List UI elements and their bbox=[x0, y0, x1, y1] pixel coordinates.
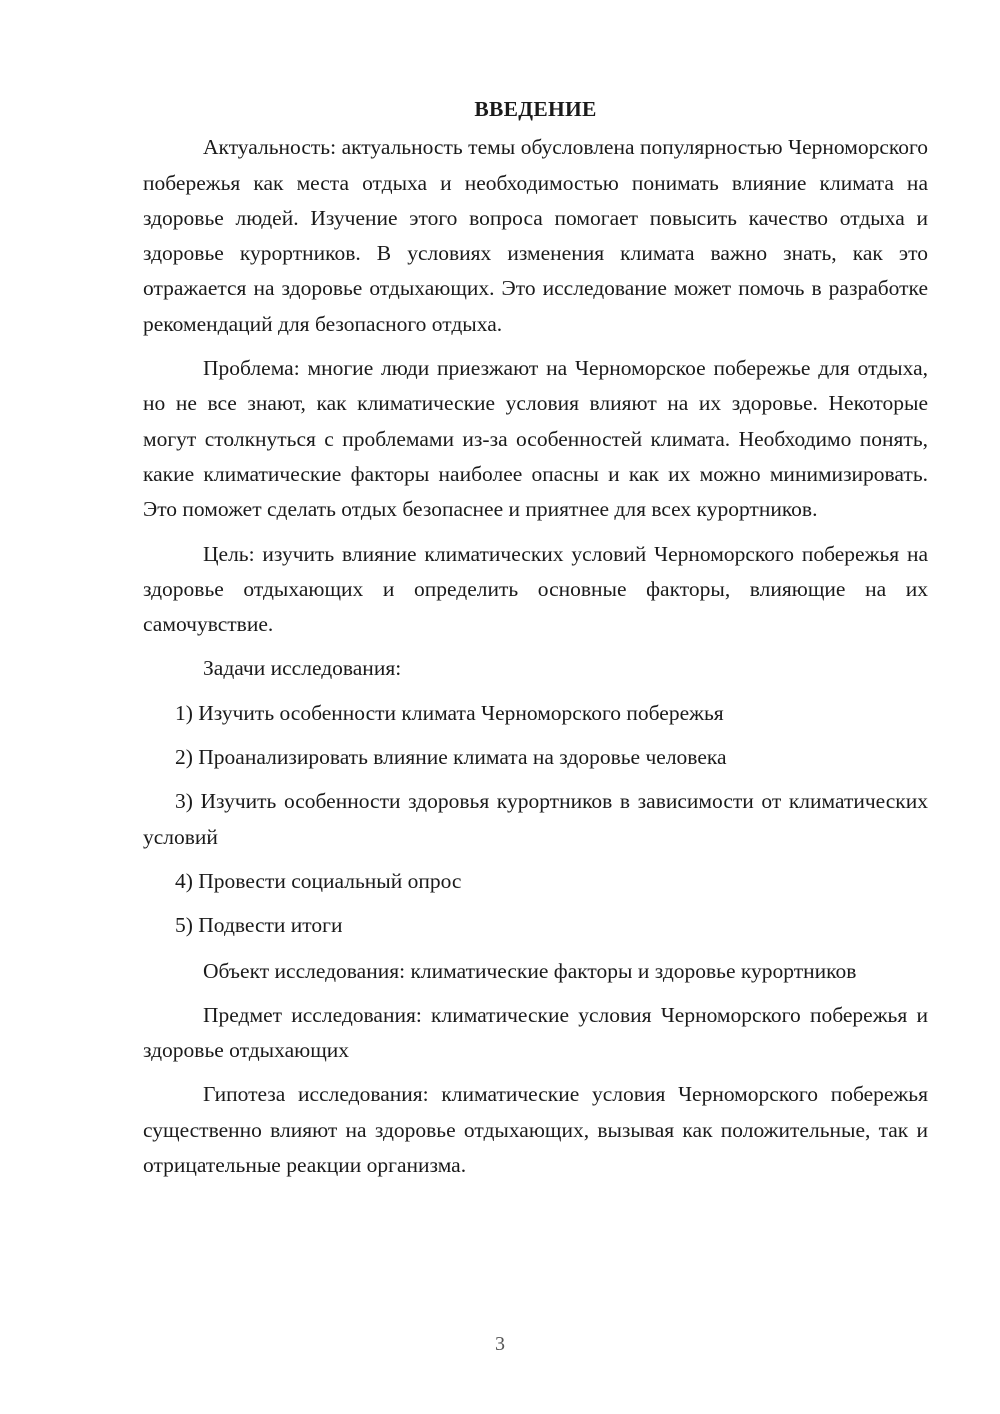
tasks-heading: Задачи исследования: bbox=[203, 656, 402, 681]
subject-paragraph: Предмет исследования: климатические условия Черноморского побережья и здоровье отдыхающих bbox=[143, 1002, 928, 1063]
page-number: 3 bbox=[495, 1333, 505, 1355]
problem-paragraph: Проблема: многие люди приезжают на Черноморское побережье для отдыха, но не все знают, как климатические условия влияют на их здоровье. Некоторые могут столкнуться с проблемами из-за особенностей климата. Необходимо понять, какие климатические факторы наиболее опасны и как их можно минимизировать. Это поможет сделать отдых безопаснее и приятнее для всех курортников. bbox=[143, 356, 928, 522]
tasks-list bbox=[143, 696, 928, 944]
list-item: 1) Изучить особенности климата Черноморского побережья bbox=[175, 700, 724, 725]
list-item: 2) Проанализировать влияние климата на здоровье человека bbox=[175, 745, 727, 770]
list-item: 5) Подвести итоги bbox=[175, 913, 343, 938]
hypothesis-paragraph: Гипотеза исследования: климатические условия Черноморского побережья существенно влияют на здоровье отдыхающих, вызывая как положительные, так и отрицательные реакции организма. bbox=[143, 1082, 928, 1178]
goal-paragraph: Цель: изучить влияние климатических условий Черноморского побережья на здоровье отдыхающих и определить основные факторы, влияющие на их самочувствие. bbox=[143, 541, 928, 637]
page-title: ВВЕДЕНИЕ bbox=[474, 97, 597, 121]
list-item: 4) Провести социальный опрос bbox=[175, 868, 462, 893]
document-page bbox=[143, 92, 928, 1192]
list-item: 3) Изучить особенности здоровья курортников в зависимости от климатических условий bbox=[143, 789, 928, 849]
object-paragraph: Объект исследования: климатические факторы и здоровье курортников bbox=[203, 958, 857, 983]
relevance-paragraph: Актуальность: актуальность темы обусловлена популярностью Черноморского побережья как места отдыха и необходимостью понимать влияние климата на здоровье людей. Изучение этого вопроса помогает повысить качество отдыха и здоровье курортников. В условиях изменения климата важно знать, как это отражается на здоровье отдыхающих. Это исследование может помочь в разработке рекомендаций для безопасного отдыха. bbox=[143, 135, 928, 336]
